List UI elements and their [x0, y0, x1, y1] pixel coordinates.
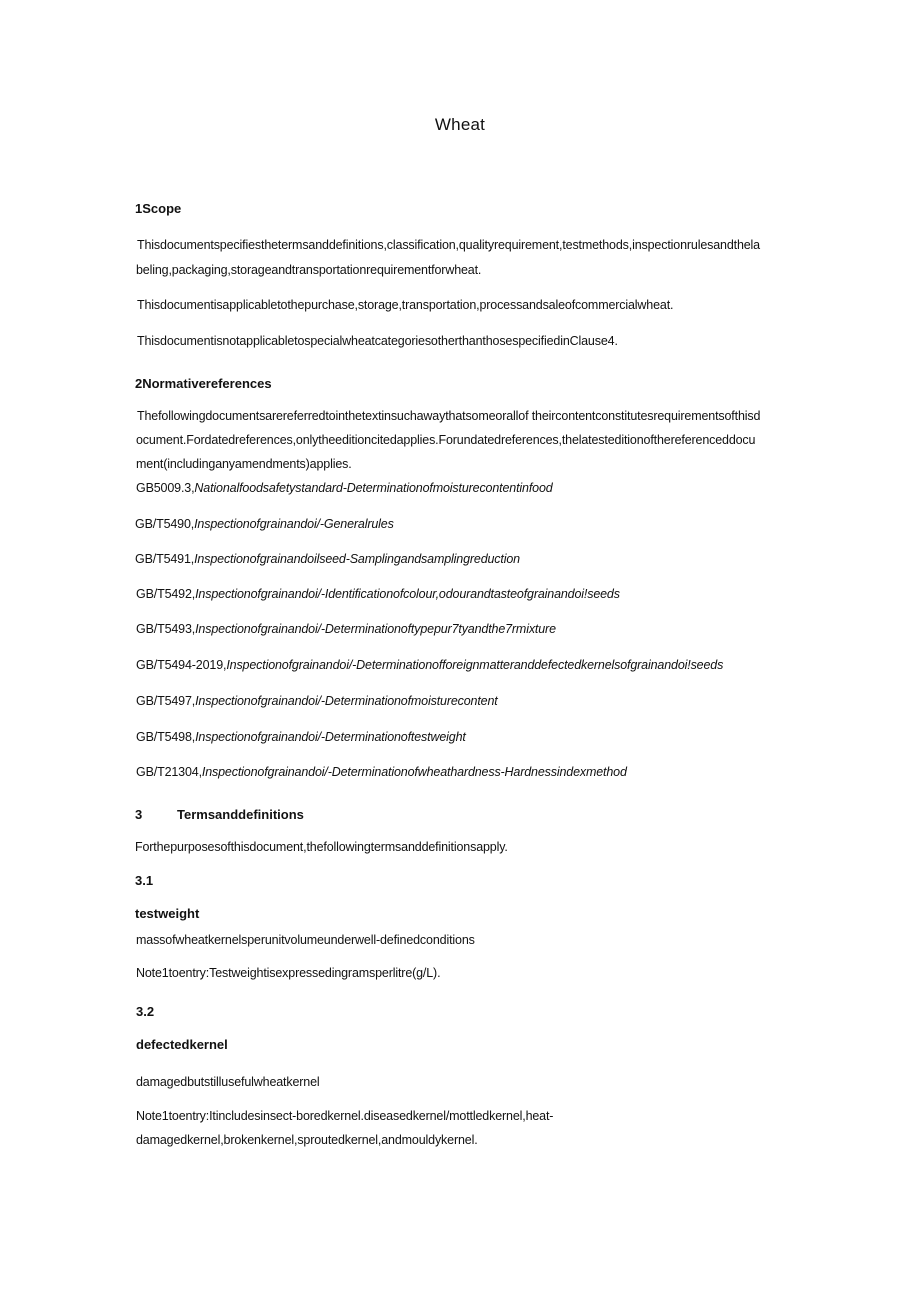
scope-paragraph-1-line-1: Thisdocumentspecifiesthetermsanddefinitions,classification,qualityrequirement,testmethods,inspectionrulesandthela — [137, 238, 760, 252]
reference-title: Inspectionofgrainandoi/-Determinationoftestweight — [195, 730, 466, 744]
reference-item — [136, 765, 627, 779]
terms-intro: Forthepurposesofthisdocument,thefollowingtermsanddefinitionsapply. — [135, 840, 508, 854]
reference-title: Inspectionofgrainandoi/-Identificationofcolour,odourandtasteofgrainandoi!seeds — [195, 587, 620, 601]
scope-paragraph-1-line-2: beling,packaging,storageandtransportationrequirementforwheat. — [136, 263, 482, 277]
reference-code: GB/T5497, — [136, 694, 196, 708]
reference-title: Nationalfoodsafetystandard-Determinationofmoisturecontentinfood — [194, 481, 553, 495]
term-note-line-2: damagedkernel,brokenkernel,sproutedkernel,andmouldykernel. — [136, 1133, 478, 1147]
term-number: 3.1 — [135, 873, 154, 888]
term-definition: massofwheatkernelsperunitvolumeunderwell-definedconditions — [136, 933, 475, 947]
reference-title: Inspectionofgrainandoi/-Determinationofwheathardness-Hardnessindexmethod — [201, 765, 627, 779]
reference-title: Inspectionofgrainandoi/-Determinationoftypepur7tyandthe7rmixture — [195, 622, 556, 636]
normative-intro-line-2: ocument.Fordatedreferences,onlytheeditioncitedapplies.Forundatedreferences,thelatesteditionofthereferenceddocu — [136, 433, 756, 447]
reference-code: GB/T21304, — [136, 765, 202, 779]
reference-item — [136, 587, 620, 601]
term-name: testweight — [135, 906, 200, 921]
reference-item — [135, 552, 520, 566]
term-note: Note1toentry:Testweightisexpressedingramsperlitre(g/L). — [136, 966, 441, 980]
reference-title: Inspectionofgrainandoi/-Determinationofforeignmatteranddefectedkernelsofgrainandoi!seeds — [226, 658, 724, 672]
normative-intro-line-3: ment(includinganyamendments)applies. — [136, 457, 352, 471]
terms-heading: Termsanddefinitions — [177, 807, 304, 822]
reference-code: GB/T5491, — [135, 552, 195, 566]
reference-title: Inspectionofgrainandoilseed-Samplingandsamplingreduction — [194, 552, 520, 566]
term-number: 3.2 — [136, 1004, 155, 1019]
document-title: Wheat — [434, 115, 486, 134]
normative-references-heading: 2Normativereferences — [135, 376, 272, 391]
term-definition: damagedbutstillusefulwheatkernel — [136, 1075, 320, 1089]
reference-item — [136, 694, 498, 708]
reference-item — [136, 481, 553, 495]
scope-heading: 1Scope — [135, 201, 182, 216]
reference-code: GB/T5490, — [135, 517, 195, 531]
reference-code: GB/T5492, — [136, 587, 196, 601]
reference-title: Inspectionofgrainandoi/-Generalrules — [194, 517, 394, 531]
reference-code: GB/T5498, — [136, 730, 196, 744]
reference-item — [136, 622, 556, 636]
scope-paragraph-2: Thisdocumentisapplicabletothepurchase,storage,transportation,processandsaleofcommercialwheat. — [137, 298, 674, 312]
reference-item — [136, 730, 466, 744]
scope-paragraph-3: ThisdocumentisnotapplicabletospecialwheatcategoriesotherthanthosespecifiedinClause4. — [137, 334, 618, 348]
normative-intro-line-1: Thefollowingdocumentsarereferredtointhetextinsuchawaythatsomeorallof theircontentconstitutesrequirementsofthisd — [137, 409, 761, 423]
reference-item — [135, 517, 394, 531]
term-name: defectedkernel — [136, 1037, 228, 1052]
term-note-line-1: Note1toentry:Itincludesinsect-boredkernel.diseasedkernel/mottledkernel,heat- — [136, 1109, 554, 1123]
reference-item — [136, 658, 723, 672]
reference-title: Inspectionofgrainandoi/-Determinationofmoisturecontent — [195, 694, 498, 708]
terms-section-number: 3 — [135, 807, 143, 822]
reference-code: GB/T5494-2019, — [136, 658, 227, 672]
reference-code: GB5009.3, — [136, 481, 195, 495]
reference-code: GB/T5493, — [136, 622, 196, 636]
